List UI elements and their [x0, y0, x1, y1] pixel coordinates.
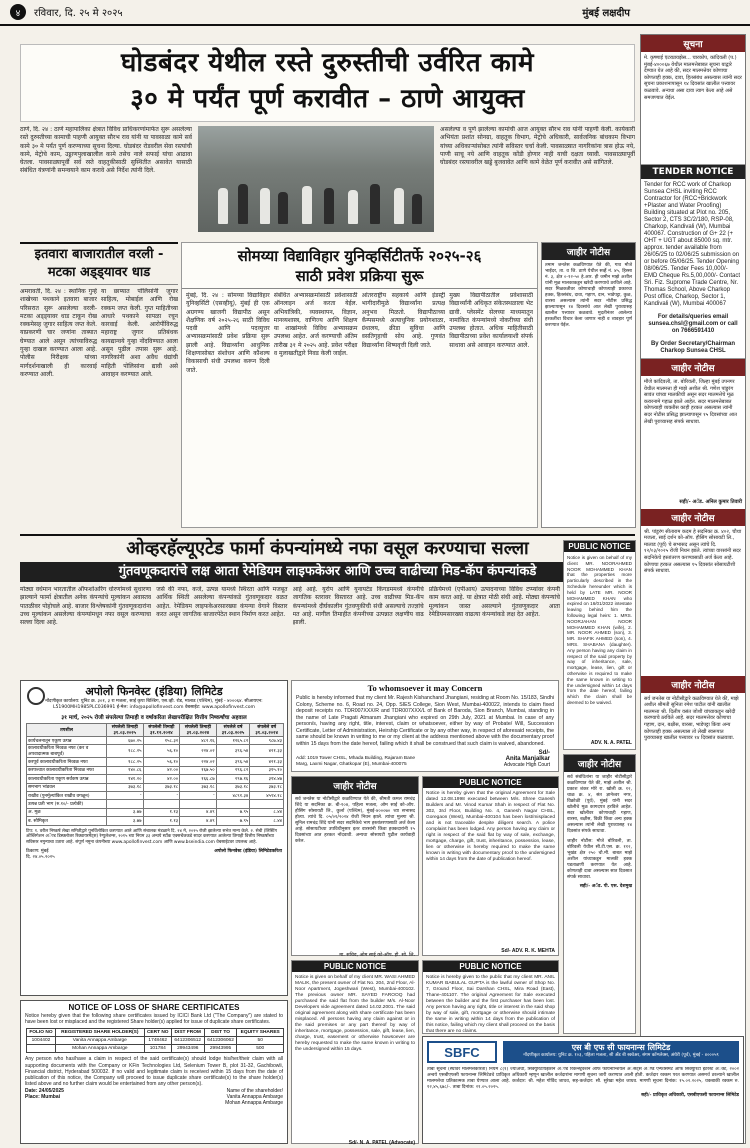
concern-title: To whomsoever it may Concern: [367, 683, 483, 693]
pharma-col-3: आहे आहे. युरोप आणि युनायटेड किंगडममध्ये कंपनीचे जागतिक स्तरावर विस्तारत आहे. उच्च वाढीच्या मिड-कॅप कंपन्यांमध्ये दीर्घकालीन गुंतवणुकीची संधी असल्याचे तज्ज्ञांचे मत आहे. मागील तिमाहीत कंपनीच्या उत्पन्नात लक्षणीय वाढ झाली.: [292, 586, 424, 627]
sharecert-cell: 6412306062: [204, 1037, 237, 1045]
sharecert-intro: Notice hereby given that the following share certificates issued by ICICI Bank Ltd ("The Company") are stated to have been lost or misplaced and the registered Share holder(s) applied for issue of duplicate share certificates.: [25, 1013, 283, 1026]
rc-public-text-3: सर्व जनतेस या नोटीसीद्वारे कळविण्यात येते की, माझे अशील श्रीमती सुनिता रमेश पाटील यांनी खालील मालमत्ता श्री. दिलीप वसंत जोशी यांच्याकडून खरेदी करण्याचे ठरविले आहे. सदर मालमत्तेवर कोणाचा गहाण, दान, बक्षीस, वारसा, भाडेपट्टा किंवा अन्य कोणताही हक्क असल्यास तो लेखी स्वरूपात पुराव्यासह खालील पत्त्यावर १४ दिवसांत कळवावा.: [644, 695, 739, 742]
issue-date: रविवार, दि. २५ मे २०२५: [34, 8, 123, 19]
public-notice-4-text: Notice is hereby given to the public that my client MR. ANIL KUMAR BABULAL GUPTA is the lawful owner of Shop No. 7, Ground Floor, Sai Darshan CHSL, Mira Road (East), Thane-401107. The original Agreement for Sale executed between the builder and the first purchaser has been lost. Any person having any right, title or interest in the said shop by way of sale, gift, mortgage or otherwise should intimate the same in writing within 14 days from the publication of this notice, failing which my client shall proceed on the basis that there are no claims.: [426, 975, 555, 1034]
sbfc-possession-notice: [422, 1036, 744, 1144]
somaiya-story: [181, 242, 538, 528]
public-notice-4: [422, 960, 559, 1034]
results-row: [27, 737, 284, 745]
tender-head: TENDER NOTICE: [641, 165, 745, 179]
results-cell: १२६५.८२: [216, 737, 250, 745]
sharecert-cell: 50: [237, 1037, 284, 1045]
tender-by: By Order Secretary/Chairman Charkop Sunsea CHSL: [650, 341, 736, 354]
results-cell: ३७३.१८: [107, 783, 144, 791]
results-col-3: संपलेली तिमाही ३१.०३.२०२४: [180, 724, 217, 737]
notice-society-text: सर्व जनतेस या नोटीसीद्वारे कळविण्यात येते की, श्रीमती कमल रामचंद्र शिंदे या सदनिका क्र. बी-१०४, पहिला मजला, ओम साई को-ऑप. हौसिंग सोसायटी लि., कुर्ला (पश्चिम), मुंबई-४०००७० च्या सभासद होत्या. त्यांचे दि. ०५/०१/२०२४ रोजी निधन झाले. त्यांचा मुलगा श्री. सुनिल रामचंद्र शिंदे यांनी सदर सदनिकेचे भाग हस्तांतरणासाठी अर्ज केला आहे. सोसायटीच्या उपविधीनुसार इतर वारसांनी किंवा हक्कदारांनी १५ दिवसांच्या आत हरकत नोंदवावी. अन्यथा सोसायटी पुढील कार्यवाही करेल.: [295, 797, 415, 844]
results-table: [26, 723, 284, 826]
results-row: [27, 775, 284, 783]
sbfc-text: [427, 1067, 739, 1141]
results-cell: ३७३.१८: [143, 783, 180, 791]
pharma-story-body: [20, 586, 560, 674]
sharecert-col-2: CERT NO: [144, 1029, 171, 1037]
tender-text: Tender for RCC work of Charkop Sunsea CHSL inviting RCC Contractor for (RCC+Brickwork +Plaster and Water Proofing) Building situated at Plot no. 205, Sector 2, CTS 3C/2/180, RSP-08, Charkop, Kandivali (W), Mumbai 400067. Construction of G+ 22 (+ OHT + UGT about 85000 sq. mtr. approx. tender available from 26/05/25 to 02/06/25 submission on or before 05/06/25. Tender Opening 08/06/25. Tender Fees 10,000/- EMD Cheque Rs.5,00,000/- Contact Sri. Fiz. Suprome Trade Centre, Nr. Thomas School, Above Charkop Post office, Charkop, Sector 1, Kandivali (W), Mumbai 400067: [644, 182, 741, 307]
notice-society: [291, 776, 419, 956]
results-cell: १८८.२५: [107, 758, 144, 766]
results-cell: ४२.००: [143, 766, 180, 774]
results-cell: २९७.१६: [216, 775, 250, 783]
results-cell: ७.९५: [216, 817, 250, 825]
sharecert-col-4: DIST TO: [204, 1029, 237, 1037]
results-row-label: कालावधीकरिता एकूण सर्वंकष उत्पन्न: [27, 775, 107, 783]
sharecert-cell: 500: [237, 1045, 284, 1053]
results-cell: ४८२.१६: [180, 737, 217, 745]
results-row: [27, 766, 284, 774]
results-footnote: टिप: १. वरील निष्कर्ष लेखा समितीद्वारे पुनर्विलोकित करण्यात आले आणि संचालक मंडळाने दि. २४ मे, २०२५ रोजी झालेल्या सभेत मान्य केले. २. सेबी (लिस्टिंग ऑब्लिगेशन अॅण्ड डिस्क्लोजर रिक्वायरमेंट्स) रेग्युलेशन्स, २०१५ च्या नियम ३३ अन्वये स्टॉक एक्सचेंजकडे सादर करण्यात आलेल्या तिमाही वित्तीय निष्कर्षांच्या सविस्तर नमुन्याचा उतारा आहे. संपूर्ण नमुना कंपनीच्या www.apollofinvest.com आणि www.bseindia.com वेबसाईटवर उपलब्ध आहे.: [26, 828, 277, 845]
results-cell: [250, 800, 284, 808]
notice-right-lower: [563, 754, 636, 1034]
rc-public-text: मौजे कांदिवली, ता. बोरिवली, जिल्हा मुंबई उपनगर येथील मालमत्ता ही माझे अशील श्री. गणेश पांडुरंग सावंत यांच्या मालकीची असून सदर मालमत्तेचे मूळ करारनामे गहाळ झाले आहेत. सदर मालमत्तेबाबत कोणत्याही व्यक्तीस काही हरकत असल्यास त्यांनी सदर नोटीस प्रसिद्ध झाल्यापासून १५ दिवसांच्या आत लेखी पुराव्यासह संपर्क साधावा.: [644, 379, 737, 425]
rc-public-sign: सही/- अॅड. अनिल कुमार तिवारी: [679, 499, 742, 505]
somaiya-col-4: मुख्य विद्यापीठातील प्रवेशासाठी विद्यार्थ्यांनी अधिकृत संकेतस्थळाला भेट द्यावी. प्लेसमेंट सेलच्या माध्यमातून नामांकित कंपन्यांमध्ये नोकरीच्या संधी उपलब्ध होतात. अधिक माहितीसाठी विद्यापीठाच्या प्रवेश कार्यालयाशी संपर्क साधावा असे आवाहन करण्यात आले.: [449, 292, 533, 349]
rc-public-head-2: जाहीर नोटीस: [641, 509, 745, 526]
concern-signature: [504, 750, 550, 768]
sharecert-row: [27, 1045, 284, 1053]
results-col-0: तपशील: [27, 724, 107, 737]
results-row-label: समभाग भांडवल: [27, 783, 107, 791]
itwara-col-1: अमरावती, दि. २४ : स्थानिक गुन्हे शाखेच्या पथकाने इतवारा बाजार परिसरात सुरू असलेल्या वरली-मटका अड्ड्यावर धाड टाकून रोख रक्कमेसह जुगार साहित्य जप्त केले. याप्रकरणी चार जणांना ताब्यात घेण्यात आले असून त्यांच्याविरुद्ध गुन्हा दाखल करण्यात आला आहे. पोलीस निरीक्षक यांच्या मार्गदर्शनाखाली ही कारवाई करण्यात आली.: [20, 288, 97, 378]
share-certificate-notice: [20, 1000, 288, 1144]
results-cell: ४२१.३३: [250, 758, 284, 766]
sharecert-table: [26, 1028, 284, 1053]
concern-address: Add: 1019 Tower CHSL, Mhada Building, Rajaram Bane Marg, Laxmi Nagar, Ghatkopar (E), Mumbai-400075: [296, 756, 416, 768]
lead-story-photo: [198, 126, 434, 232]
public-notice-2-head: PUBLIC NOTICE: [423, 777, 558, 788]
lead-story-col-3: असलेल्या व पूर्ण झालेल्या कामांची आज आयुक्त सौरभ राव यांनी पाहणी केली. कार्यकारी अभियंता प्रशांत सोनग्रा, वाहतूक विभाग, मेट्रोचे अधिकारी, सार्वजनिक बांधकाम विभाग यांच्या अधिकाऱ्यांसोबत त्यांनी सविस्तर चर्चा केली. पावसाळ्यात नागरिकांना त्रास होऊ नये, पाणी साचू नये आणि वाहतूक कोंडी होणार नाही याची दक्षता घ्यावी. पावसाळ्यापूर्वी घोडबंदर रस्त्यावरील खड्डे बुजवावेत आणि कामे वेळेत पूर्ण करावीत असे सांगितले.: [440, 126, 635, 167]
notice-mid-head: जाहीर नोटीस: [542, 243, 635, 260]
public-notice-1-head: PUBLIC NOTICE: [564, 541, 635, 552]
notice-right-lower-text-1: सर्व संबंधितांना या जाहीर नोटीसीद्वारे कळविण्यात येते की, माझे अशील श्री. प्रकाश शंकर मोरे रा. खोली क्र. १२, चाळ क्र. ४, संत ज्ञानेश्वर नगर, विक्रोळी (पूर्व), मुंबई यांनी सदर खोलीचे मूळ कागदपत्र हरविले आहेत. सदर खोलीवर कोणाचाही गहाण, वारसा, बक्षीस, विक्री किंवा अन्य हक्क असल्यास त्यांनी लेखी पुराव्यासह १४ दिवसांत संपर्क साधावा.: [567, 775, 632, 834]
sbfc-logo: SBFC: [427, 1041, 497, 1063]
results-cell: ३७३.१८: [250, 783, 284, 791]
notice-society-sign: मा. सचिव, ओम साई को-ऑप. हौ. सो. लि.: [339, 953, 415, 958]
sharecert-holder-label: Name of the shareholder/: [226, 1088, 283, 1095]
results-row: [27, 745, 284, 758]
results-cell: -: [143, 791, 180, 799]
pharma-col-1: मोठ्या वर्धमान भारतातील ऑफशोअरिंग धोरणांमध्ये सुधारणा झाल्याने फार्मा क्षेत्रातील अनेक कंपन्यांचे मूल्यांकन अवास्तव पातळीवर पोहोचले आहे. बाजार विश्लेषकांनी गुंतवणूकदारांना उच्च मूल्यांकन असलेल्या कंपन्यांमधून नफा वसूल करण्याचा सल्ला दिला आहे.: [20, 586, 152, 627]
sbfc-sign: सही/- प्राधिकृत अधिकारी, एसबीएफसी फायनान्स लिमिटेड: [641, 1093, 739, 1098]
pharma-col-2: जसे की नफा, कर्ज, उत्पन्न यामध्ये स्थिरता आणि मजबूत आर्थिक स्थिती असलेल्या कंपन्यांकडे गुंतवणूकदार वळत आहेत. रेमेडियम लाइफकेअरसारख्या कंपन्या वेगाने विस्तार करत असून जागतिक बाजारपेठेत स्थान निर्माण करत आहेत.: [156, 586, 288, 618]
somaiya-col-2: संबंधित अभ्यासक्रमांसाठी प्रवेशासाठी ऑनलाइन अर्ज करता येईल. अभियांत्रिकी, व्यवस्थापन, विज्ञान, मानव्यशास्त्र, वाणिज्य आणि शिक्षण या शाखांमध्ये विविध अभ्यासक्रम उपलब्ध आहेत. अर्ज करण्याची अंतिम तारीख ३१ मे २०२५ आहे. प्रवेश परीक्षा व मुलाखतीद्वारे निवड केली जाईल.: [273, 292, 358, 358]
sbfc-address: नोंदणीकृत कार्यालय: युनिट क्र. १०३, पहिला मजला, सी अँड बी स्क्वेअर, संगम कॉम्प्लेक्स, अंधेरी (पूर्व), मुंबई - ४०००५९: [523, 1053, 719, 1058]
results-cell: १४०.८६: [107, 766, 144, 774]
results-row-label: कालावधीकरिता निव्वळ नफा (कर व अपवादात्मक बाबपूर्व): [27, 745, 107, 758]
concern-text: Public is hereby informed that my client Mr. Rajesh Kishanchand Jhangiani, residing at Room No. 15/183, Sindhi Colony, Scheme no. 6, Road no. 24, Opp. SIES College, Sion West, Mumbai-400022, intends to claim fixed deposit receipts no. TDR007XXX/R and TDR007XXX/L of Bank of Baroda, Sion Branch, Mumbai, standing in the name of Late Pragati Atmaram Jhangiani who expired on 29th July, 2021 at Mumbai. In case of any person/s, having any right, title, interest, claim or whatsoever, either by way of Probate/ Will, Succession Certificate, Letter of Administration, Heirship Certificate or by any other way, in respect of aforesaid receipts, the same should be known in writing to me or my client at the address mentioned above with the documentary proof within 15 days from the date hereof, failing which it shall be construed that such claim is waived, abandoned.: [296, 695, 554, 747]
results-row-label: करपूर्व कालावधीकरिता निव्वळ नफा: [27, 758, 107, 766]
results-cell: ९८७.४३: [250, 737, 284, 745]
results-row: [27, 783, 284, 791]
public-notice-1: [563, 540, 636, 750]
lead-headline-line-1: घोडबंदर येथील रस्ते दुरुस्तीची उर्वरित कामे: [120, 48, 535, 78]
sharecert-cell: 1748462: [144, 1037, 171, 1045]
sharecert-cell: 6412306512: [171, 1037, 204, 1045]
itwara-headline: इतवारा बाजारातील वरली - मटका अड्ड्यावर धाड: [20, 244, 178, 285]
results-cell: ८.४४: [250, 808, 284, 816]
sharecert-cell: Vanita Annappa Ambarge: [55, 1037, 144, 1045]
rc-notice-text: मे. कृष्णाई एंटरप्रायझेस... चारकोप, कांदिवली (प.) मुंबई-४०००६७ येथील मालमत्तेबाबत सूचना याद्वारे देण्यात येत आहे की, सदर मालमत्तेवर कोणाचा कोणताही हक्क, दावा, हितसंबंध असल्यास त्यांनी सदर सूचना प्रकाशनापासून १४ दिवसांत खालील पत्त्यावर कळवावे. अन्यथा असा दावा त्याग केला आहे असे समजण्यात येईल.: [644, 55, 742, 101]
results-cell: ४२.००: [143, 775, 180, 783]
rc-public-head: जाहीर नोटीस: [641, 359, 745, 376]
lead-headline: [20, 44, 635, 122]
notice-society-head: जाहीर नोटीस: [292, 777, 418, 794]
results-title: ३१ मार्च, २०२५ रोजी संपलेल्या तिमाही व वर्षाकरिता लेखापरीक्षित वित्तीय निष्कर्षांचा अहवाल: [61, 715, 247, 721]
results-cell: ३.७७: [107, 808, 144, 816]
results-cell: [216, 800, 250, 808]
sbfc-company: एस बी एफ सी फायनान्स लिमिटेड: [571, 1043, 671, 1052]
rc-public-head-3: जाहीर नोटीस: [641, 676, 745, 693]
results-cell: -: [107, 791, 144, 799]
somaiya-col-3: आंतरराष्ट्रीय सहकार्य आणि इंडस्ट्री भागीदारीमुळे विद्यार्थ्यांना प्रत्यक्ष अनुभव मिळतो. विद्यापीठाच्या कॅम्पसमध्ये अत्याधुनिक प्रयोगशाळा, ग्रंथालय, क्रीडा सुविधा आणि वसतिगृहाची सोय आहे. गुणवंत विद्यार्थ्यांना शिष्यवृत्ती दिली जाते.: [361, 292, 446, 349]
sharecert-cell: [27, 1045, 56, 1053]
results-row-label: ब. सौमिकृत: [27, 817, 107, 825]
sharecert-cell: 29943995: [204, 1045, 237, 1053]
lead-headline-line-2: ३० मे पर्यंत पूर्ण करावीत – ठाणे आयुक्त: [130, 84, 525, 114]
results-cell: ५६.१०: [143, 745, 180, 758]
sharecert-place: Place: Mumbai: [25, 1094, 61, 1101]
page-number: ४: [10, 4, 26, 20]
results-cell: ३९६.५४: [216, 758, 250, 766]
results-cell: १६६.८७: [180, 775, 217, 783]
results-cell: १४१.२०: [107, 775, 144, 783]
edition-name: मुंबई लक्षदीप: [582, 8, 630, 19]
results-cell: २९६.८२: [216, 766, 250, 774]
results-cell: -: [180, 791, 217, 799]
sharecert-title: NOTICE OF LOSS OF SHARE CERTIFICATES: [68, 1003, 240, 1012]
results-row-label: राखीव (पुनर्मूल्यांकित राखीव वगळून): [27, 791, 107, 799]
results-row: [27, 800, 284, 808]
sharecert-cell: 29943496: [171, 1045, 204, 1053]
public-notice-3: [291, 960, 419, 1144]
sharecert-col-3: DIST FROM: [171, 1029, 204, 1037]
results-cell: ३७३.१८: [216, 783, 250, 791]
results-col-5: संपलेले वर्ष ३१.०३.२०२४: [250, 724, 284, 737]
results-cell: ३१४.४७: [250, 775, 284, 783]
results-row: [27, 817, 284, 825]
results-row: [27, 808, 284, 816]
sharecert-row: [27, 1037, 284, 1045]
results-cell: १५८.३२: [143, 737, 180, 745]
sharecert-cell: Mohan Annappa Ambarge: [55, 1045, 144, 1053]
public-notice-2: [422, 776, 559, 956]
results-cell: १६७.५०: [180, 766, 217, 774]
results-cell: २२४.०२: [180, 745, 217, 758]
company-name: अपोलो फिनवेस्ट (इंडिया) लिमिटेड: [85, 685, 223, 698]
pharma-subheadline: गुंतवणूकदारांचे लक्ष आता रेमेडियम लाइफकेअर आणि उच्च वाढीच्या मिड-कॅप कंपन्यांकडे: [20, 562, 635, 582]
sharecert-col-1: REGISTERED SHARE HOLDER(S): [55, 1029, 144, 1037]
sbfc-title-bar: [503, 1041, 739, 1063]
sharecert-col-0: FOLIO NO: [27, 1029, 56, 1037]
results-cell: ४.४९: [180, 808, 217, 816]
concern-sig-2: Anita Manjalkar: [505, 756, 550, 762]
results-cell: ४.४९: [180, 817, 217, 825]
rc-notice-head: सूचना: [641, 35, 745, 52]
sharecert-date: Date: 24/05/2025: [25, 1088, 64, 1095]
notice-right-lower-sign: सही/- अॅड. पी. एस. देशमुख: [579, 884, 632, 889]
sharecert-col-5: EQUITY SHARES: [237, 1029, 284, 1037]
results-col-1: संपलेली तिमाही ३१.०३.२०२५: [107, 724, 144, 737]
concern-sig-1: Sd/-: [538, 750, 550, 756]
notice-mid-text: तमाम जनतेस कळविण्यात येते की, गाव मौजे भाईंदर, ता. व जि. ठाणे येथील सर्व्हे नं. ४५, हिस्सा नं. ३, क्षेत्र ०-१२-५० हे.आर. ही जमीन माझे अशील यांनी मूळ मालकाकडून खरेदी करण्याचे ठरविले आहे. सदर मिळकतीवर कोणाचाही कोणत्याही प्रकारचा हक्क, हितसंबंध, दावा, गहाण, दान, भाडेपट्टा, कुळ, वारसा असल्यास त्यांनी सदर नोटीस प्रसिद्ध झाल्यापासून १४ दिवसांचे आत लेखी पुराव्यासह खालील पत्त्यावर कळवावे. मुदतीनंतर आलेल्या हरकतींचा विचार केला जाणार नाही व व्यवहार पूर्ण करण्यात येईल.: [545, 263, 632, 328]
results-date: दि. २४.०५.२०२५: [26, 855, 55, 861]
public-notice-2-text: Notice is hereby given that the original Agreement for Sale dated 12.08.1998 executed between M/s. Shree Ganesh Builders and Mr. Vinod Kumar Shah in respect of Flat No. 302, 3rd Floor, Building No. 4, Ganesh Nagar CHSL, Goregaon (West), Mumbai-400104 has been lost/misplaced and is not traceable despite diligent search. A police complaint has been lodged. Any person having any claim or right in respect of the said flat by way of sale, exchange, mortgage, charge, gift, trust, inheritance, possession, lease, lien or otherwise is hereby required to make the same known in writing with documentary proof to the undersigned within 14 days from the date of publication hereof.: [426, 791, 555, 862]
results-col-2: संपलेली तिमाही ३१.१२.२०२४: [143, 724, 180, 737]
pharma-story-head: [20, 534, 635, 584]
sharecert-cell: 101784: [144, 1045, 171, 1053]
results-cell: ७.९५: [216, 808, 250, 816]
concern-notice: [291, 680, 559, 772]
results-cell: ५६.१०: [143, 758, 180, 766]
public-notice-3-head: PUBLIC NOTICE: [292, 961, 418, 972]
results-row-label: अ. मूळ: [27, 808, 107, 816]
itwara-col-2: या छाप्यात पोलिसांनी जुगार साहित्य, मोबाईल आणि रोख रक्कम जप्त केली. गुप्त माहितीच्या आधारे पथकाने सापळा रचून कारवाई केली. आरोपींविरुद्ध महाराष्ट्र जुगार प्रतिबंधक कायद्यान्वये गुन्हा नोंदविण्यात आला असून पुढील तपास सुरू आहे. नागरिकांनी अशा अवैध धंद्यांची माहिती पोलिसांना द्यावी असे आवाहन करण्यात आले.: [101, 288, 178, 378]
results-cell: ३९६.५४: [216, 745, 250, 758]
results-cell: २२४.०२: [180, 758, 217, 766]
right-notice-column: [640, 34, 746, 1144]
results-cell: १.१३: [143, 817, 180, 825]
somaiya-headline-1: सोमय्या विद्याविहार युनिव्हर्सिटीतर्फे २०२५-२६: [237, 247, 482, 265]
sharecert-cell: 1004402: [27, 1037, 56, 1045]
somaiya-headline-2: साठी प्रवेश प्रक्रिया सुरू: [182, 266, 537, 289]
results-cell: ३.७७: [107, 817, 144, 825]
results-row: [27, 791, 284, 799]
itwara-story: [20, 242, 178, 528]
somaiya-col-1: मुंबई, दि. २४ : सोमय्या विद्याविहार युनिव्हर्सिटी (एसव्हीयू), मुंबई ही एक अग्रगण्य खाजगी विद्यापीठ असून शैक्षणिक वर्ष २०२५-२६ साठी विविध पदवी आणि पदव्युत्तर अभ्यासक्रमांसाठी प्रवेश प्रक्रिया सुरू झाली आहे. विद्यार्थ्यांना आधुनिक शिक्षणासोबत संशोधन आणि कौशल्य विकासाची संधी उपलब्ध करून दिली जाते.: [186, 292, 270, 374]
sharecert-holder-2: Mohan Annappa Ambarge: [225, 1100, 283, 1107]
results-place: ठिकाण: मुंबई: [26, 849, 49, 855]
company-logo-icon: [27, 687, 45, 705]
rc-public-text-2: श्री. पांडुरंग सीताराम कदम हे सदनिका क्र. ४०२, चौथा मजला, साई दर्शन को-ऑप. हौसिंग सोसायटी लि., मालाड (पूर्व) चे सभासद असून त्यांचे दि. १२/०३/२०२५ रोजी निधन झाले. त्यांच्या वारसांनी सदर सदनिकेचे हस्तांतरण करण्यासाठी अर्ज केला आहे. कोणाचा हरकत असल्यास १५ दिवसांत सोसायटीशी संपर्क साधावा.: [644, 528, 742, 575]
sharecert-holder-1: Vanita Annappa Ambarge: [226, 1094, 283, 1101]
notice-right-lower-text: [564, 772, 635, 1044]
public-notice-4-head: PUBLIC NOTICE: [423, 961, 558, 972]
results-cell: १.१३: [143, 808, 180, 816]
public-notice-1-sign: ADV. N. A. PATEL: [590, 740, 632, 746]
lead-story: [20, 126, 635, 236]
notice-mid: [541, 242, 636, 528]
public-notice-3-sign: Sd/- N. A. PATEL (Advocate): [348, 1140, 415, 1146]
public-notice-1-text: Notice is given on behalf of my client MR. NOORAHMED NOOR MOHAMMED KHAN that the properties more particularly described in the Schedule hereunder which is held by LATE MR. NOOR MOHAMMED KHAN who expired on 16/01/2022 intestate leaving behind him the following legal heirs: 1. MRS. NOORJAHAN NOOR MOHAMMED KHAN (wife), 2. MR. NOOR AHMED (son), 3. MR. SHAFIK AHMED (son), 4. MRS. SHABANA (daughter). Any person having any claim in respect of the said property by way of inheritance, sale, mortgage, lease, lien, gift or otherwise is required to make the same known in writing to the undersigned within 14 days from the date hereof, failing which the claim shall be deemed to be waived.: [567, 555, 632, 705]
concern-sig-3: Advocate High Court: [503, 762, 550, 768]
tender-notice: [641, 164, 745, 359]
results-signatory: अपोलो फिनवेस्ट (इंडिया) लिमिटेडकरिता: [214, 849, 282, 855]
results-cell: ३७३.१८: [180, 783, 217, 791]
pharma-col-4: प्रक्रियेमध्ये (एपीआय) उत्पादनाच्या विविध टप्प्यांवर कंपनी काम करत आहे. या क्षेत्रात मोठी संधी आहे. मोठ्या कंपन्यांचे मूल्यांकन जास्त असल्याने गुंतवणूकदार आता रेमेडियमसारख्या वाढत्या कंपन्यांकडे लक्ष देत आहेत.: [428, 586, 560, 618]
results-cell: [143, 800, 180, 808]
sharecert-body: Any person who has/have a claim in respect of the said certificate(s) should lodge his/her/their claim with all supporting documents with the Company or KFin Technologies Ltd, Selenium Tower B, plot 31-32, Gachibowli, Financial district, Hyderabad 500032. If no valid and legitimate claim is received within 15 days from the date of publication of this notice, the Company will proceed to issue duplicate share certificate(s) to the share holder(s) listed above and no further claim would be entertained from any other person(s).: [25, 1056, 283, 1088]
results-cell: ६७०.२५: [107, 737, 144, 745]
results-cell: [107, 800, 144, 808]
results-row: [27, 758, 284, 766]
apollo-financial-results: [20, 680, 288, 996]
lead-story-col-1: ठाणे, दि. २४ : ठाणे महापालिका क्षेत्रात विविध प्राधिकरणांमार्फत सुरू असलेल्या रस्ते दुरुस्तीच्या कामाची पाहणी आयुक्त सौरभ राव यांनी या पावसाळा कामे सर्व कामे ३० मे पर्यंत पूर्ण करण्याच्या सूचना दिल्या. घोडबंदर रोडवरील सेवा रस्त्यांची कामे, मेट्रोचे काम, उड्डाणपुलाखालील कामे तसेच नाले सफाई यांचा आढावा घेतला. पावसाळ्यापूर्वी सर्व रस्ते वाहतुकीसाठी सुस्थितीत असावेत यासाठी संबंधित यंत्रणांनी समन्वयाने काम करावे असे निर्देश त्यांनी दिले.: [20, 126, 192, 175]
public-notice-3-text: Notice is given on behalf of my client MR. WASI AHMED MALIK, the present owner of Flat No. 204, 2nd Floor, Al-Noor Apartment, Jogeshwari (West), Mumbai-400102. The previous owner MR. SAYED FAROOQ had purchased the said flat from the builder M/s. Al-Noor Developers vide agreement dated 14.02.2001. The said original agreement along with share certificate has been misplaced. All persons having any claim against or in the said premises or any part thereof by way of inheritance, mortgage, possession, sale, gift, lease, lien, charge, trust, easement or otherwise howsoever are hereby requested to make the same known in writing to the undersigned within 15 days.: [295, 975, 415, 1052]
results-cell: ४५९४.१८: [250, 791, 284, 799]
results-col-4: संपलेले वर्ष ३१.०३.२०२५: [216, 724, 250, 737]
results-cell: ३१५.१०: [250, 766, 284, 774]
results-cell: ४२१.३३: [250, 745, 284, 758]
results-row-label: करपश्चात कालावधीकरिता निव्वळ नफा: [27, 766, 107, 774]
pharma-headline: ओव्हरहॅल्यूएटेड फार्मा कंपन्यांमध्ये नफा वसूल करण्याचा सल्ला: [126, 538, 529, 559]
notice-right-lower-text-2: जाहीर नोटीस: मौजे बोरिवली, ता. बोरिवली येथील सी.टी.एस. क्र. ११२, भूखंड क्षेत्र २५० चौ.मी. बाबत माझे अशील यांच्याकडून मालकी हक्क पडताळणी करण्यात येत आहे. कोणताही दावा असल्यास सात दिवसात संपर्क साधावा.: [567, 839, 632, 880]
public-notice-2-sign: Sd/- ADV. R. K. MEHTA: [501, 948, 555, 954]
results-cell: ४८९१.३४: [216, 791, 250, 799]
results-cell: ८.४४: [250, 817, 284, 825]
sbfc-body: ताबा सूचना (स्थावर मालमत्तेकरिता) नियम ८(१) ज्याअर्थी, सिक्युरिटायझेशन अॅण्ड रिकन्स्ट्रक्शन ऑफ फायनान्शियल अॅसेट्स अॅण्ड एन्फोर्समेंट ऑफ सिक्युरिटी इंटरेस्ट अॅक्ट, २००२ अन्वये एसबीएफसी फायनान्स लिमिटेडचे प्राधिकृत अधिकारी म्हणून खालील कर्जदारांना मागणी सूचना जारी करण्यात आली होती. कर्जदार रक्कम परत करण्यात असमर्थ ठरल्याने खालील मालमत्तेचा प्रतिकात्मक ताबा घेण्यात आला आहे. कर्जदार: श्री. महेश गोविंद जाधव, सह-कर्जदार: सौ. सुरेखा महेश जाधव. मागणी सूचना दिनांक: १५.०२.२०२५, थकबाकी रक्कम रु. १२,४५,६७८/-. ताबा दिनांक: २१.०५.२०२५.: [427, 1067, 739, 1090]
company-address: नोंदणीकृत कार्यालय: युनिट क्र. ३०१, ३ रा मजला, साई कृपा बिल्डिंग, एस.व्ही. रोड, मालाड (पश्चिम), मुंबई - ४०००६४. सीआयएन: L51900MH1985PLC036991 ई-मेल: info@apollofinvest.com वेबसाईट: www.apollofinvest.com: [45, 699, 263, 710]
results-cell: [180, 800, 217, 808]
notice-right-lower-head: जाहीर नोटीस: [564, 755, 635, 772]
page-header: [0, 0, 750, 26]
results-row-label: कार्यचलनातून एकूण उत्पन्न: [27, 737, 107, 745]
results-row-label: उत्पन्न प्रती भाग (रु.१०/- प्रत्येकी): [27, 800, 107, 808]
tender-contact: For details/queries email sunsea.chsl@gmail.com or call on 7666591410: [648, 314, 738, 334]
results-cell: १८८.२५: [107, 745, 144, 758]
